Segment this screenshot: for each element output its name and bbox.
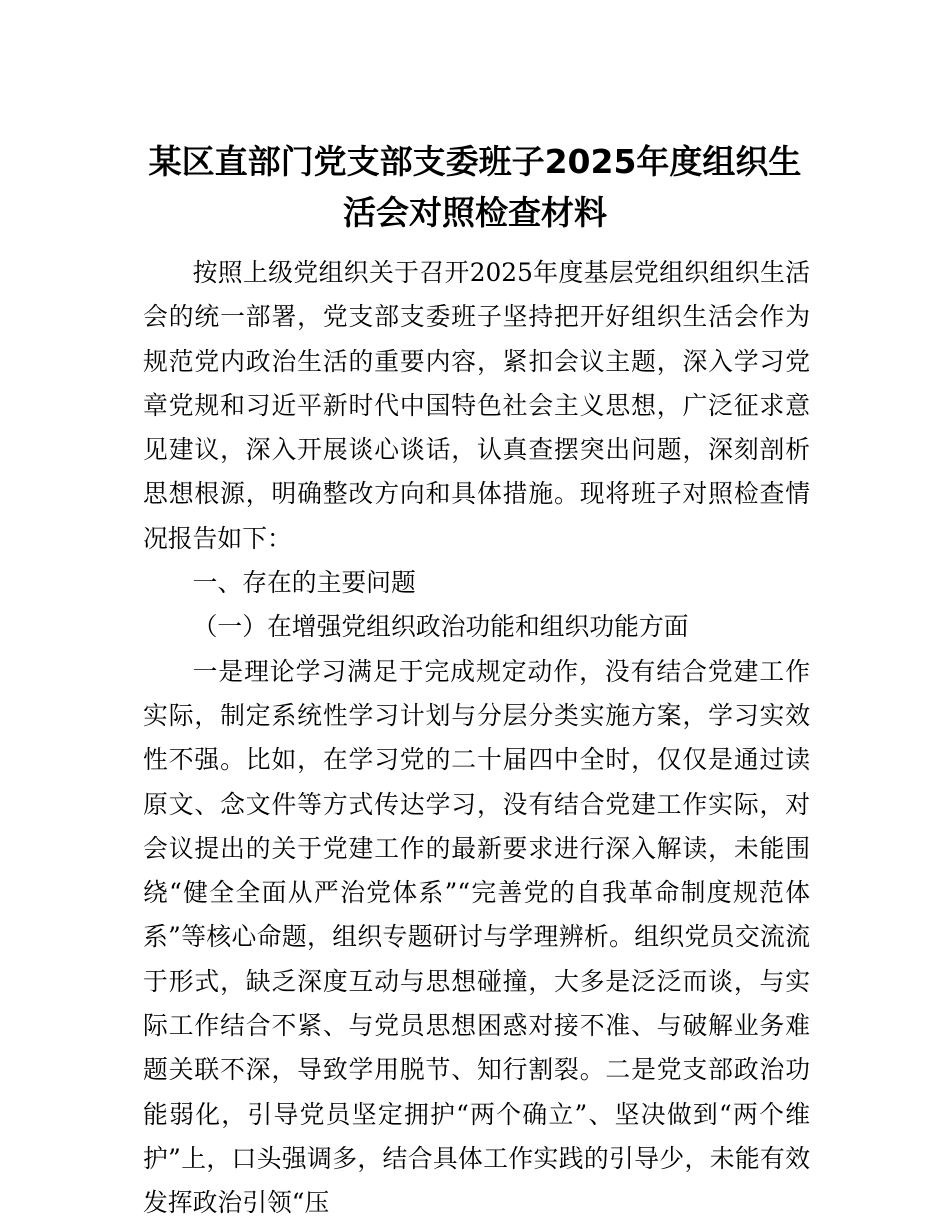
document-body: [143, 251, 810, 1226]
subsection-heading-1: （一）在增强党组织政治功能和组织功能方面: [192, 612, 689, 642]
body-paragraph: 一是理论学习满足于完成规定动作，没有结合党建工作实际，制定系统性学习计划与分层分类实施方案，学习实效性不强。比如，在学习党的二十届四中全时，仅仅是通过读原文、念文件等方式传达学习，没有结合党建工作实际，对会议提出的关于党建工作的最新要求进行深入解读，未能围绕“健全全面从严治党体系”“完善党的自我革命制度规范体系”等核心命题，组织专题研讨与学理辨析。组织党员交流流于形式，缺乏深度互动与思想碰撞，大多是泛泛而谈，与实际工作结合不紧、与党员思想困惑对接不准、与破解业务难题关联不深，导致学用脱节、知行割裂。二是党支部政治功能弱化，引导党员坚定拥护“两个确立”、坚决做到“两个维护”上，口头强调多，结合具体工作实践的引导少，未能有效发挥政治引领“压: [143, 656, 810, 1218]
document-title: 某区直部门党支部支委班子2025年度组织生活会对照检查材料: [148, 142, 802, 232]
intro-paragraph: 按照上级党组织关于召开2025年度基层党组织组织生活会的统一部署，党支部支委班子坚持把开好组织生活会作为规范党内政治生活的重要内容，紧扣会议主题，深入学习党章党规和习近平新时代中国特色社会主义思想，广泛征求意见建议，深入开展谈心谈话，认真查摆突出问题，深刻剖析思想根源，明确整改方向和具体措施。现将班子对照检查情况报告如下：: [143, 258, 810, 553]
section-heading-1: 一、存在的主要问题: [192, 568, 416, 598]
